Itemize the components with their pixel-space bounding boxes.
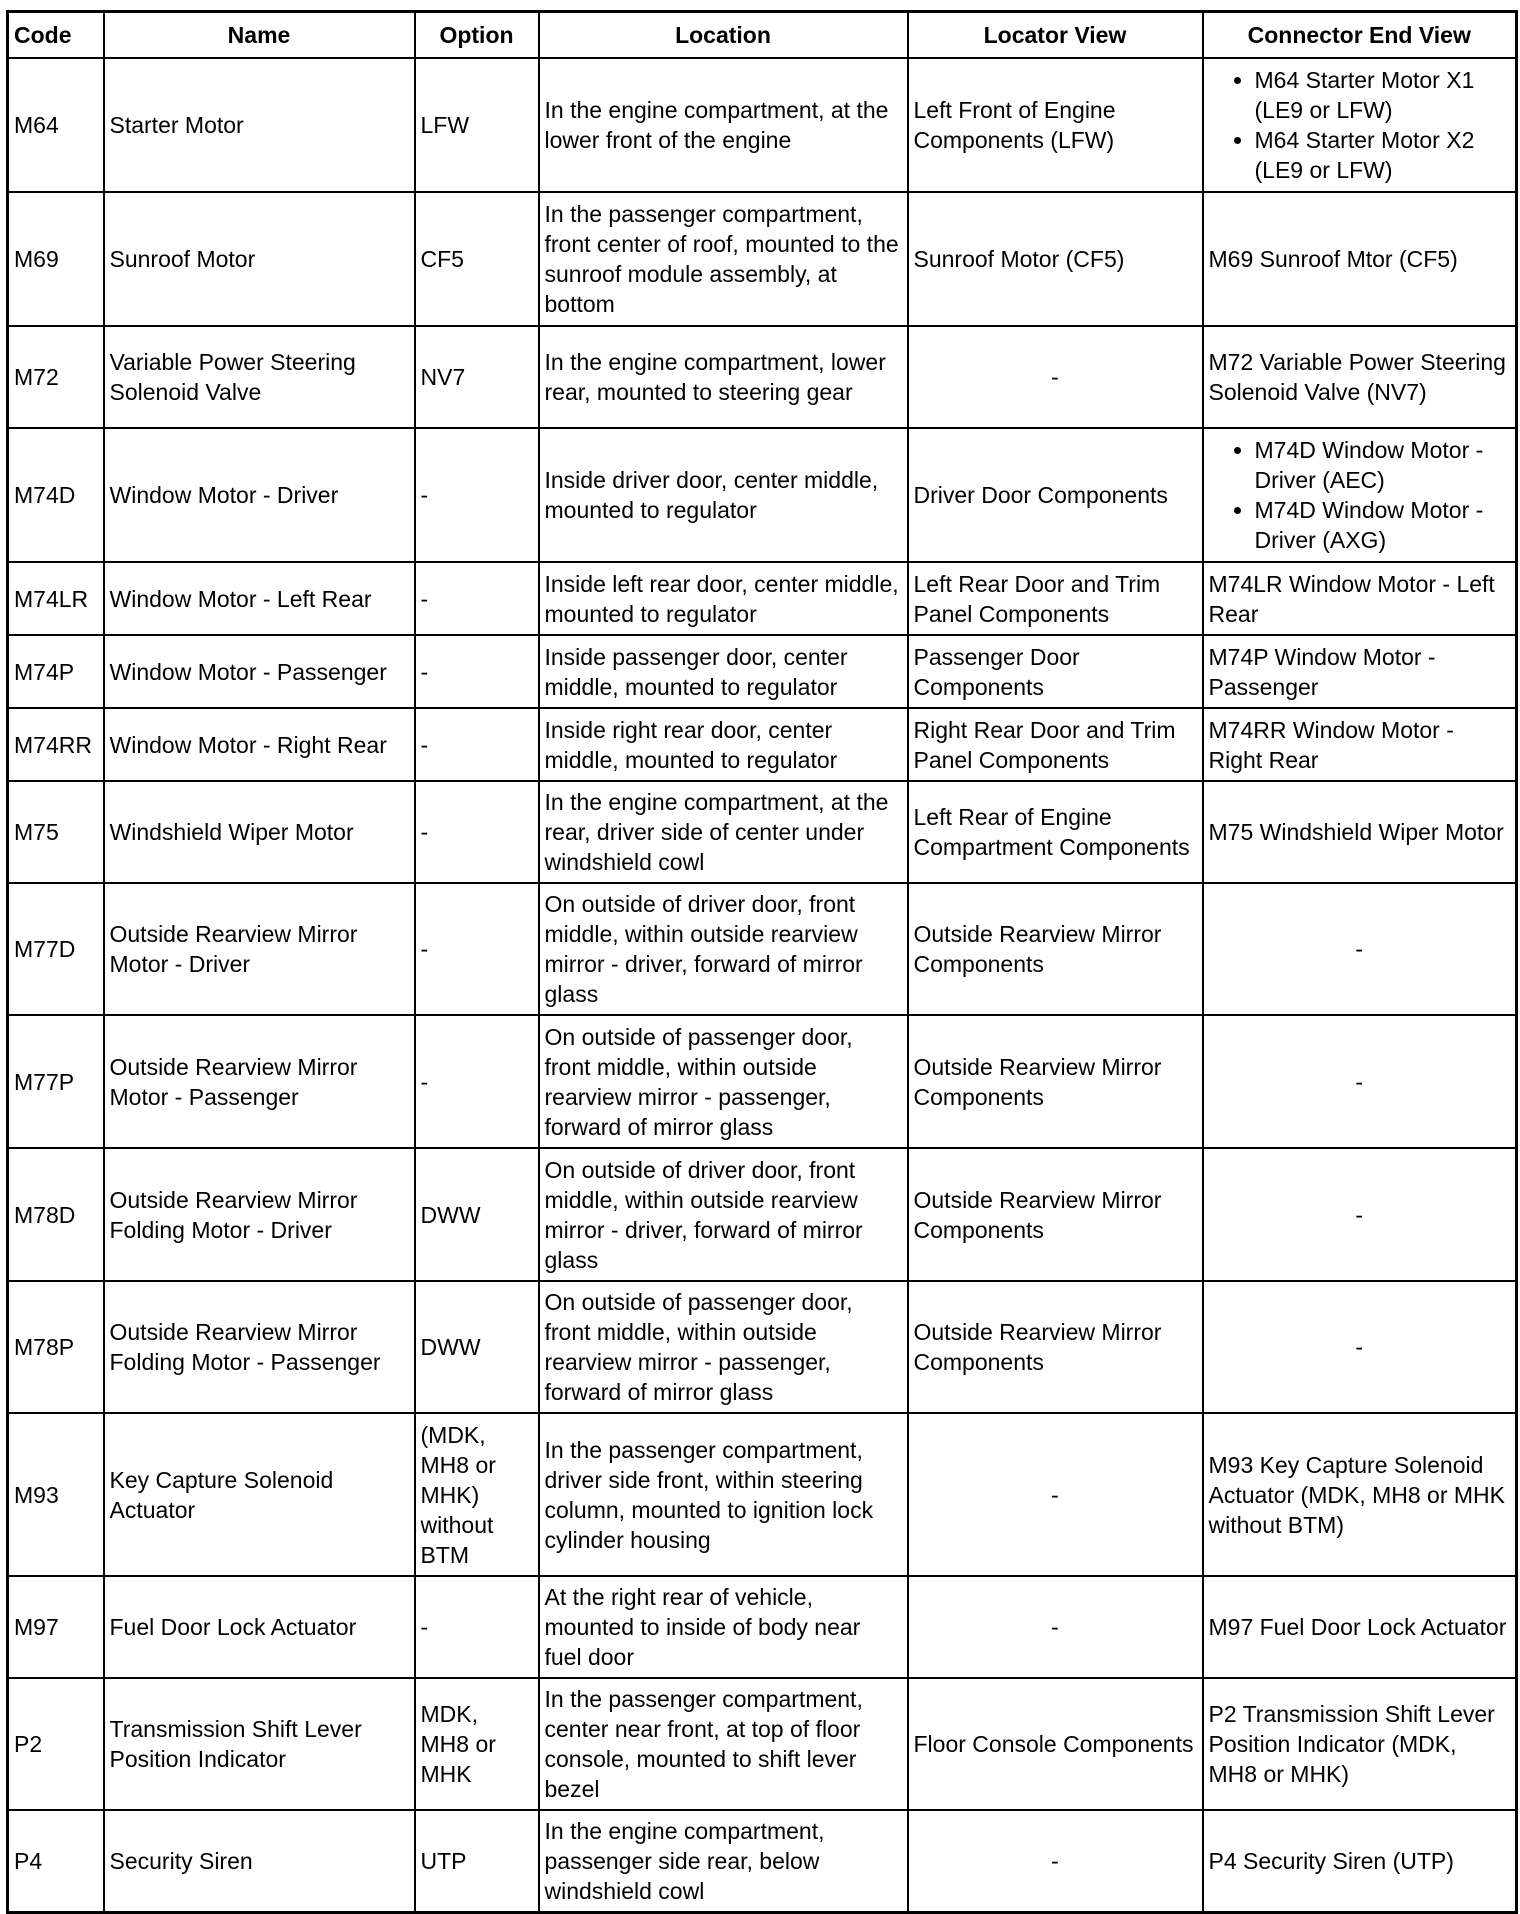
connector-end-view-cell: M74RR Window Motor - Right Rear bbox=[1203, 708, 1517, 781]
location-cell: Inside passenger door, center middle, mounted to regulator bbox=[539, 635, 908, 708]
connector-list bbox=[1209, 65, 1511, 185]
connector-end-view-cell: M72 Variable Power Steering Solenoid Valve (NV7) bbox=[1203, 326, 1517, 428]
connector-end-view-cell bbox=[1203, 428, 1517, 562]
table-row bbox=[8, 635, 1517, 708]
connector-item: • M64 Starter Motor X1 (LE9 or LFW) bbox=[1255, 65, 1511, 125]
option-cell: NV7 bbox=[415, 326, 539, 428]
connector-end-view-cell: P4 Security Siren (UTP) bbox=[1203, 1810, 1517, 1912]
connector-item: • M64 Starter Motor X2 (LE9 or LFW) bbox=[1255, 125, 1511, 185]
name-cell: Outside Rearview Mirror Folding Motor - Passenger bbox=[104, 1281, 415, 1413]
name-cell: Window Motor - Left Rear bbox=[104, 562, 415, 635]
header-option: Option bbox=[415, 12, 539, 59]
location-cell: In the passenger compartment, center near front, at top of floor console, mounted to shift lever bezel bbox=[539, 1678, 908, 1810]
table-row bbox=[8, 1281, 1517, 1413]
code-cell: M74LR bbox=[8, 562, 104, 635]
connector-end-view-cell: M74P Window Motor - Passenger bbox=[1203, 635, 1517, 708]
name-cell: Starter Motor bbox=[104, 58, 415, 192]
header-location: Location bbox=[539, 12, 908, 59]
code-cell: P4 bbox=[8, 1810, 104, 1912]
connector-end-view-cell: M75 Windshield Wiper Motor bbox=[1203, 781, 1517, 883]
code-cell: M77D bbox=[8, 883, 104, 1015]
option-cell: MDK, MH8 or MHK bbox=[415, 1678, 539, 1810]
table-row bbox=[8, 1015, 1517, 1148]
table-row bbox=[8, 1810, 1517, 1912]
location-cell: In the engine compartment, passenger side rear, below windshield cowl bbox=[539, 1810, 908, 1912]
name-cell: Window Motor - Passenger bbox=[104, 635, 415, 708]
locator-view-cell: - bbox=[908, 326, 1203, 428]
connector-end-view-cell: - bbox=[1203, 1148, 1517, 1281]
name-cell: Variable Power Steering Solenoid Valve bbox=[104, 326, 415, 428]
option-cell: DWW bbox=[415, 1148, 539, 1281]
code-cell: M97 bbox=[8, 1576, 104, 1678]
code-cell: M77P bbox=[8, 1015, 104, 1148]
locator-view-cell: Right Rear Door and Trim Panel Components bbox=[908, 708, 1203, 781]
locator-view-cell: Sunroof Motor (CF5) bbox=[908, 192, 1203, 326]
location-cell: Inside right rear door, center middle, mounted to regulator bbox=[539, 708, 908, 781]
name-cell: Security Siren bbox=[104, 1810, 415, 1912]
connector-end-view-cell: M74LR Window Motor - Left Rear bbox=[1203, 562, 1517, 635]
table-row bbox=[8, 1148, 1517, 1281]
code-cell: M78P bbox=[8, 1281, 104, 1413]
connector-item: • M74D Window Motor - Driver (AEC) bbox=[1255, 435, 1511, 495]
code-cell: M78D bbox=[8, 1148, 104, 1281]
name-cell: Outside Rearview Mirror Motor - Driver bbox=[104, 883, 415, 1015]
name-cell: Sunroof Motor bbox=[104, 192, 415, 326]
option-cell: - bbox=[415, 781, 539, 883]
connector-end-view-cell: - bbox=[1203, 883, 1517, 1015]
name-cell: Outside Rearview Mirror Motor - Passenger bbox=[104, 1015, 415, 1148]
table-row bbox=[8, 58, 1517, 192]
code-cell: M74P bbox=[8, 635, 104, 708]
locator-view-cell: Passenger Door Components bbox=[908, 635, 1203, 708]
code-cell: M64 bbox=[8, 58, 104, 192]
connector-end-view-cell: - bbox=[1203, 1281, 1517, 1413]
location-cell: On outside of passenger door, front middle, within outside rearview mirror - passenger, forward of mirror glass bbox=[539, 1281, 908, 1413]
location-cell: On outside of driver door, front middle, within outside rearview mirror - driver, forward of mirror glass bbox=[539, 883, 908, 1015]
connector-end-view-cell: M93 Key Capture Solenoid Actuator (MDK, MH8 or MHK without BTM) bbox=[1203, 1413, 1517, 1576]
component-locator-table bbox=[6, 10, 1518, 1914]
locator-view-cell: - bbox=[908, 1413, 1203, 1576]
table-row bbox=[8, 562, 1517, 635]
locator-view-cell: Driver Door Components bbox=[908, 428, 1203, 562]
code-cell: M72 bbox=[8, 326, 104, 428]
location-cell: In the engine compartment, at the rear, driver side of center under windshield cowl bbox=[539, 781, 908, 883]
code-cell: M69 bbox=[8, 192, 104, 326]
name-cell: Window Motor - Driver bbox=[104, 428, 415, 562]
locator-view-cell: Outside Rearview Mirror Components bbox=[908, 883, 1203, 1015]
option-cell: LFW bbox=[415, 58, 539, 192]
option-cell: DWW bbox=[415, 1281, 539, 1413]
location-cell: In the passenger compartment, driver side front, within steering column, mounted to ignition lock cylinder housing bbox=[539, 1413, 908, 1576]
name-cell: Transmission Shift Lever Position Indicator bbox=[104, 1678, 415, 1810]
name-cell: Windshield Wiper Motor bbox=[104, 781, 415, 883]
location-cell: On outside of passenger door, front middle, within outside rearview mirror - passenger, forward of mirror glass bbox=[539, 1015, 908, 1148]
header-locator-view: Locator View bbox=[908, 12, 1203, 59]
locator-view-cell: Left Rear of Engine Compartment Components bbox=[908, 781, 1203, 883]
option-cell: - bbox=[415, 1015, 539, 1148]
option-cell: (MDK, MH8 or MHK) without BTM bbox=[415, 1413, 539, 1576]
table-row bbox=[8, 1576, 1517, 1678]
location-cell: On outside of driver door, front middle, within outside rearview mirror - driver, forward of mirror glass bbox=[539, 1148, 908, 1281]
locator-view-cell: Left Rear Door and Trim Panel Components bbox=[908, 562, 1203, 635]
location-cell: In the passenger compartment, front center of roof, mounted to the sunroof module assembly, at bottom bbox=[539, 192, 908, 326]
table-row bbox=[8, 1413, 1517, 1576]
option-cell: - bbox=[415, 883, 539, 1015]
connector-end-view-cell: M97 Fuel Door Lock Actuator bbox=[1203, 1576, 1517, 1678]
option-cell: UTP bbox=[415, 1810, 539, 1912]
locator-view-cell: Outside Rearview Mirror Components bbox=[908, 1015, 1203, 1148]
location-cell: Inside driver door, center middle, mounted to regulator bbox=[539, 428, 908, 562]
code-cell: M93 bbox=[8, 1413, 104, 1576]
connector-end-view-cell: M69 Sunroof Mtor (CF5) bbox=[1203, 192, 1517, 326]
locator-view-cell: Left Front of Engine Components (LFW) bbox=[908, 58, 1203, 192]
header-row bbox=[8, 12, 1517, 59]
table-row bbox=[8, 428, 1517, 562]
option-cell: - bbox=[415, 428, 539, 562]
table-row bbox=[8, 192, 1517, 326]
code-cell: P2 bbox=[8, 1678, 104, 1810]
connector-list bbox=[1209, 435, 1511, 555]
code-cell: M75 bbox=[8, 781, 104, 883]
location-cell: In the engine compartment, at the lower front of the engine bbox=[539, 58, 908, 192]
connector-end-view-cell: P2 Transmission Shift Lever Position Indicator (MDK, MH8 or MHK) bbox=[1203, 1678, 1517, 1810]
option-cell: - bbox=[415, 708, 539, 781]
option-cell: - bbox=[415, 635, 539, 708]
table-row bbox=[8, 708, 1517, 781]
header-name: Name bbox=[104, 12, 415, 59]
location-cell: At the right rear of vehicle, mounted to inside of body near fuel door bbox=[539, 1576, 908, 1678]
name-cell: Key Capture Solenoid Actuator bbox=[104, 1413, 415, 1576]
option-cell: - bbox=[415, 562, 539, 635]
locator-view-cell: Outside Rearview Mirror Components bbox=[908, 1281, 1203, 1413]
connector-end-view-cell: - bbox=[1203, 1015, 1517, 1148]
location-cell: Inside left rear door, center middle, mounted to regulator bbox=[539, 562, 908, 635]
header-connector-end-view: Connector End View bbox=[1203, 12, 1517, 59]
code-cell: M74D bbox=[8, 428, 104, 562]
code-cell: M74RR bbox=[8, 708, 104, 781]
table-row bbox=[8, 883, 1517, 1015]
locator-view-cell: Floor Console Components bbox=[908, 1678, 1203, 1810]
name-cell: Outside Rearview Mirror Folding Motor - Driver bbox=[104, 1148, 415, 1281]
connector-item: • M74D Window Motor - Driver (AXG) bbox=[1255, 495, 1511, 555]
table-row bbox=[8, 781, 1517, 883]
header-code: Code bbox=[8, 12, 104, 59]
option-cell: CF5 bbox=[415, 192, 539, 326]
locator-view-cell: - bbox=[908, 1576, 1203, 1678]
locator-view-cell: - bbox=[908, 1810, 1203, 1912]
table-row bbox=[8, 1678, 1517, 1810]
name-cell: Window Motor - Right Rear bbox=[104, 708, 415, 781]
connector-end-view-cell bbox=[1203, 58, 1517, 192]
name-cell: Fuel Door Lock Actuator bbox=[104, 1576, 415, 1678]
option-cell: - bbox=[415, 1576, 539, 1678]
table-row bbox=[8, 326, 1517, 428]
locator-view-cell: Outside Rearview Mirror Components bbox=[908, 1148, 1203, 1281]
location-cell: In the engine compartment, lower rear, mounted to steering gear bbox=[539, 326, 908, 428]
